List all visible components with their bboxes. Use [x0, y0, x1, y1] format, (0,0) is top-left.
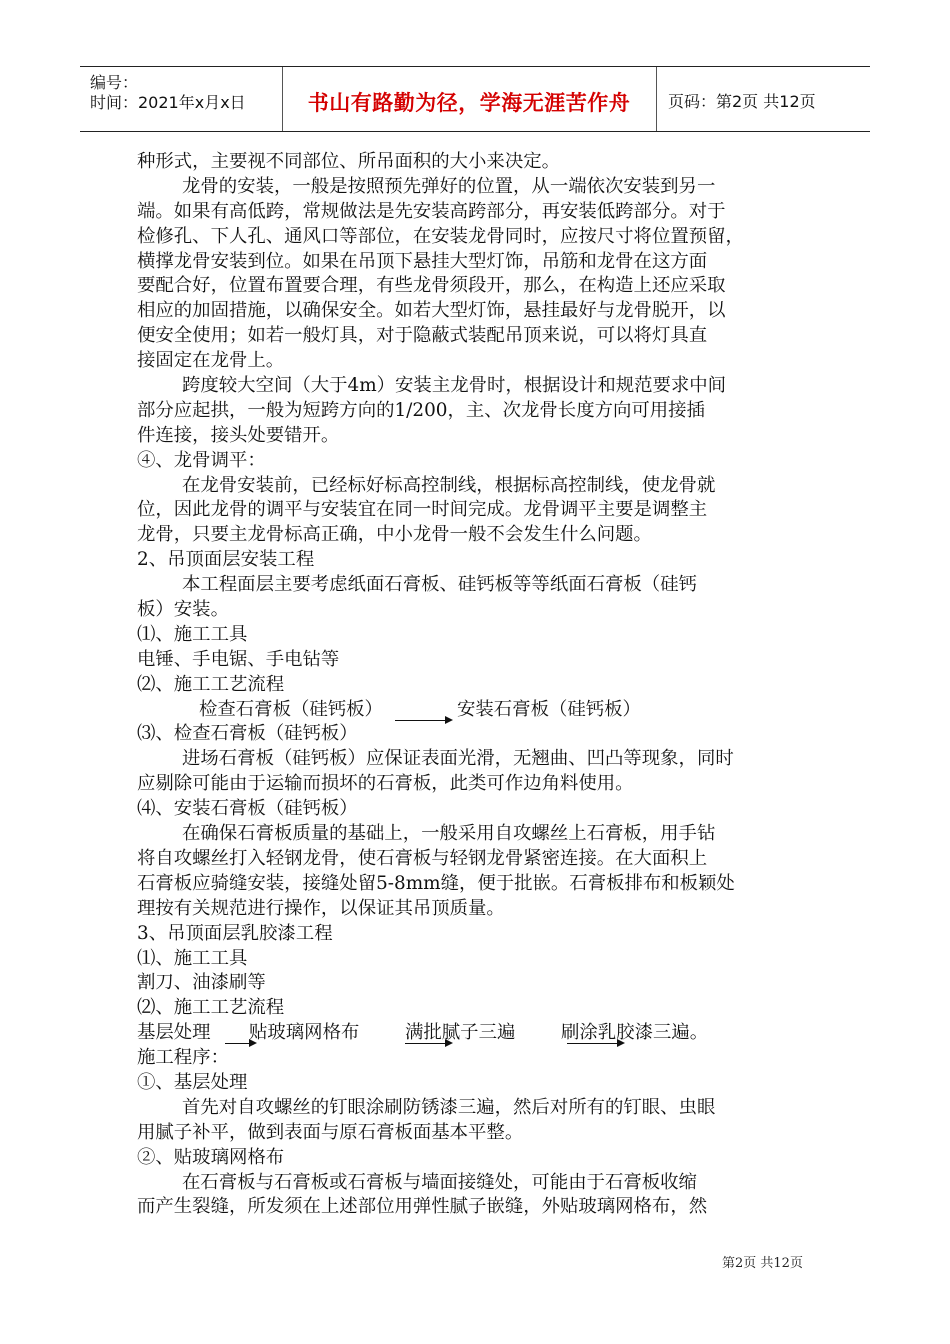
header-page-cell — [656, 67, 870, 131]
flow-step: 满批腻子三遍 — [405, 1022, 516, 1044]
text-line: 相应的加固措施，以确保安全。如若大型灯饰，悬挂最好与龙骨脱开，以 — [137, 300, 726, 322]
section-heading: ⑴、施工工具 — [137, 623, 248, 645]
text-line: 检修孔、下人孔、通风口等部位，在安装龙骨同时，应按尺寸将位置预留， — [137, 225, 744, 247]
text-line: 电锤、手电锯、手电钻等 — [137, 648, 340, 670]
section-heading: ⑷、安装石膏板（硅钙板） — [137, 798, 358, 820]
header-meta-cell — [80, 67, 283, 131]
section-heading: 3、吊顶面层乳胶漆工程 — [137, 922, 333, 944]
section-heading: 施工程序： — [137, 1047, 229, 1069]
text-line: 部分应起拱，一般为短跨方向的1/200，主、次龙骨长度方向可用接插 — [137, 399, 705, 421]
paragraph-start: 跨度较大空间（大于4m）安装主龙骨时，根据设计和规范要求中间 — [182, 375, 727, 397]
paragraph-start: 首先对自攻螺丝的钉眼涂刷防锈漆三遍，然后对所有的钉眼、虫眼 — [182, 1096, 716, 1118]
section-heading: ⑵、施工工艺流程 — [137, 997, 285, 1019]
text-line: 位，因此龙骨的调平与安装宜在同一时间完成。龙骨调平主要是调整主 — [137, 499, 708, 521]
text-line: 而产生裂缝，所发须在上述部位用弹性腻子嵌缝，外贴玻璃网格布，然 — [137, 1196, 708, 1218]
paragraph-start: 在石膏板与石膏板或石膏板与墙面接缝处，可能由于石膏板收缩 — [182, 1171, 697, 1193]
text-line: 横撑龙骨安装到位。如果在吊顶下悬挂大型灯饰，吊筋和龙骨在这方面 — [137, 250, 708, 272]
paragraph-start: 在龙骨安装前，已经标好标高控制线，根据标高控制线，使龙骨就 — [182, 474, 716, 496]
flow-step: 检查石膏板（硅钙板） — [199, 698, 383, 720]
paragraph-start: 本工程面层主要考虑纸面石膏板、硅钙板等等纸面石膏板（硅钙 — [182, 574, 697, 596]
section-heading: ⑶、检查石膏板（硅钙板） — [137, 723, 358, 745]
text-line: 石膏板应骑缝安装，接缝处留5-8mm缝，便于批嵌。石膏板排布和板颖处 — [137, 872, 735, 894]
process-flow-1 — [137, 698, 817, 723]
flow-arrow — [395, 720, 451, 721]
text-line: 理按有关规范进行操作，以保证其吊顶质量。 — [137, 897, 505, 919]
flow-step: 刷涂乳胶漆三遍。 — [561, 1022, 709, 1044]
section-heading: 2、吊顶面层安装工程 — [137, 549, 315, 571]
text-line: 件连接，接头处要错开。 — [137, 424, 340, 446]
text-line: 应剔除可能由于运输而损坏的石膏板，此类可作边角料使用。 — [137, 773, 634, 795]
header-motto-cell — [282, 67, 657, 131]
text-line: 要配合好，位置布置要合理，有些龙骨须段开，那么，在构造上还应采取 — [137, 275, 726, 297]
section-heading: ②、贴玻璃网格布 — [137, 1146, 285, 1168]
section-heading: ⑵、施工工艺流程 — [137, 673, 285, 695]
section-heading: ①、基层处理 — [137, 1071, 248, 1093]
document-body — [137, 150, 817, 1220]
paragraph-start: 龙骨的安装，一般是按照预先弹好的位置，从一端依次安装到另一 — [182, 175, 716, 197]
page-footer: 第2页 共12页 — [722, 1256, 803, 1271]
paragraph-start: 在确保石膏板质量的基础上，一般采用自攻螺丝上石膏板，用手钻 — [182, 823, 716, 845]
page-code: 页码：第2页 共12页 — [668, 92, 816, 111]
text-line: 便安全使用；如若一般灯具，对于隐蔽式装配吊顶来说，可以将灯具直 — [137, 325, 708, 347]
text-line: 割刀、油漆刷等 — [137, 972, 266, 994]
process-flow-2 — [137, 1021, 817, 1046]
text-line: 端。如果有高低跨，常规做法是先安装高跨部分，再安装低跨部分。对于 — [137, 200, 726, 222]
text-line: 将自攻螺丝打入轻钢龙骨，使石膏板与轻钢龙骨紧密连接。在大面积上 — [137, 847, 708, 869]
paragraph-start: 进场石膏板（硅钙板）应保证表面光滑，无翘曲、凹凸等现象，同时 — [182, 748, 734, 770]
page-header — [80, 66, 870, 132]
text-line: 种形式，主要视不同部位、所吊面积的大小来决定。 — [137, 151, 560, 172]
text-line: 龙骨，只要主龙骨标高正确，中小龙骨一般不会发生什么问题。 — [137, 524, 652, 546]
flow-step: 基层处理 — [137, 1022, 211, 1044]
motto-text: 书山有路勤为径，学海无涯苦作舟 — [307, 91, 631, 115]
flow-step: 安装石膏板（硅钙板） — [457, 698, 641, 720]
text-line: 接固定在龙骨上。 — [137, 350, 285, 372]
number-label: 编号： — [90, 73, 139, 92]
section-heading: ④、龙骨调平： — [137, 449, 266, 471]
text-line: 板）安装。 — [137, 599, 229, 621]
flow-step: 贴玻璃网格布 — [249, 1022, 360, 1044]
text-line: 用腻子补平，做到表面与原石膏板面基本平整。 — [137, 1121, 524, 1143]
section-heading: ⑴、施工工具 — [137, 947, 248, 969]
time-label: 时间：2021年x月x日 — [90, 93, 246, 112]
